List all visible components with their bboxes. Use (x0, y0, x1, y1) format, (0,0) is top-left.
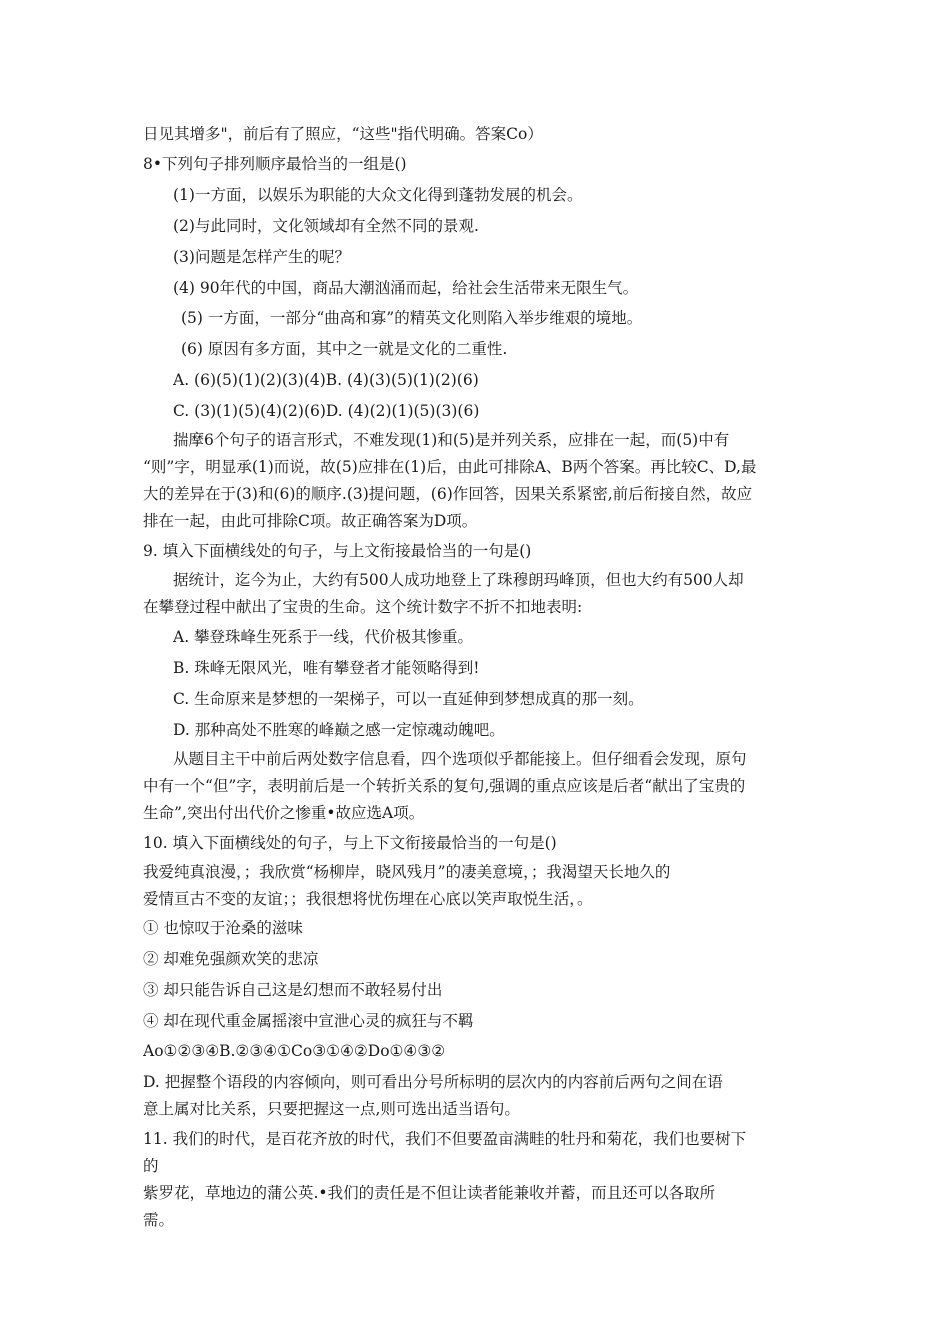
choice-4: ④ 却在现代重金属摇滚中宣泄心灵的疯狂与不羁 (143, 1012, 474, 1030)
explanation-line: 意上属对比关系，只要把握这一点,则可选出适当语句。 (143, 1100, 520, 1118)
choice-1: ① 也惊叹于沧桑的滋味 (143, 919, 303, 937)
answer-options: Ao①②③④B.②③④①Co③①④②Do①④③② (143, 1042, 446, 1060)
sentence-5: (5) 一方面，一部分“曲高和寡”的精英文化则陷入举步维艰的境地。 (181, 309, 643, 327)
question-11-stem: 11. 我们的时代，是百花齐放的时代，我们不但要盈亩满畦的牡丹和菊花，我们也要树下 (143, 1130, 747, 1148)
sentence-6: (6) 原因有多方面，其中之一就是文化的二重性. (181, 340, 508, 358)
question-11-stem: 的 (143, 1157, 159, 1175)
explanation-line: 从题目主干中前后两处数字信息看，四个选项似乎都能接上。但仔细看会发现，原句 (173, 750, 747, 768)
option-a: A. 攀登珠峰生死系于一线，代价极其惨重。 (173, 628, 474, 646)
sentence-2: (2)与此同时，文化领域却有全然不同的景观. (173, 217, 479, 235)
explanation-line: 生命”,突出付出代价之惨重•故应选A项。 (143, 804, 425, 822)
explanation-line: D. 把握整个语段的内容倾向，则可看出分号所标明的层次内的内容前后两句之间在语 (143, 1073, 723, 1091)
sentence-3: (3)问题是怎样产生的呢？ (173, 248, 350, 266)
text-line: 日见其增多"，前后有了照应，“这些"指代明确。答案Co） (143, 125, 543, 143)
passage-line: 在攀登过程中献出了宝贵的生命。这个统计数字不折不扣地表明: (143, 598, 583, 616)
option-d: D. 那种高处不胜寒的峰巅之感一定惊魂动魄吧。 (173, 721, 505, 739)
passage-line: 据统计，迄今为止，大约有500人成功地登上了珠穆朗玛峰顶，但也大约有500人却 (173, 571, 744, 589)
question-9-stem: 9. 填入下面横线处的句子，与上文衔接最恰当的一句是() (143, 542, 532, 560)
sentence-1: (1)一方面，以娱乐为职能的大众文化得到蓬勃发展的机会。 (173, 186, 583, 204)
question-8-stem: 8•下列句子排列顺序最恰当的一组是() (143, 155, 407, 173)
options-ab: A. (6)(5)(1)(2)(3)(4)B. (4)(3)(5)(1)(2)(6) (173, 371, 479, 389)
choice-3: ③ 却只能告诉自己这是幻想而不敢轻易付出 (143, 981, 443, 999)
question-10-stem: 10. 填入下面横线处的句子，与上下文衔接最恰当的一句是() (143, 834, 557, 852)
explanation-line: 排在一起，由此可排除C项。故正确答案为D项。 (143, 512, 478, 530)
options-cd: C. (3)(1)(5)(4)(2)(6)D. (4)(2)(1)(5)(3)(6) (173, 402, 480, 420)
explanation-line: “则”字，明显承(1)而说，故(5)应排在(1)后，由此可排除A、B两个答案。再比较C、D,最 (143, 458, 757, 476)
question-11-stem: 需。 (143, 1211, 175, 1229)
explanation-line: 揣摩6个句子的语言形式，不难发现(1)和(5)是并列关系，应排在一起，而(5)中有 (173, 431, 730, 449)
explanation-line: 大的差异在于(3)和(6)的顺序.(3)提问题，(6)作回答，因果关系紧密,前后衔接自然，故应 (143, 485, 753, 503)
question-11-stem: 紫罗花，草地边的蒲公英.•我们的责任是不但让读者能兼收并蓄，而且还可以各取所 (143, 1184, 716, 1202)
passage-line: 爱情亘古不变的友谊；；我很想将忧伤埋在心底以笑声取悦生活，。 (143, 890, 593, 908)
passage-line: 我爱纯真浪漫，；我欣赏“杨柳岸，晓风残月”的凄美意境，；我渴望天长地久的 (143, 863, 671, 881)
option-b: B. 珠峰无限风光，唯有攀登者才能领略得到! (173, 659, 480, 677)
option-c: C. 生命原来是梦想的一架梯子，可以一直延伸到梦想成真的那一刻。 (173, 690, 644, 708)
sentence-4: (4) 90年代的中国，商品大潮汹涌而起，给社会生活带来无限生气。 (173, 279, 639, 297)
choice-2: ② 却难免强颜欢笑的悲凉 (143, 950, 319, 968)
explanation-line: 中有一个“但”字，表明前后是一个转折关系的复句,强调的重点应该是后者“献出了宝贵的 (143, 777, 746, 795)
